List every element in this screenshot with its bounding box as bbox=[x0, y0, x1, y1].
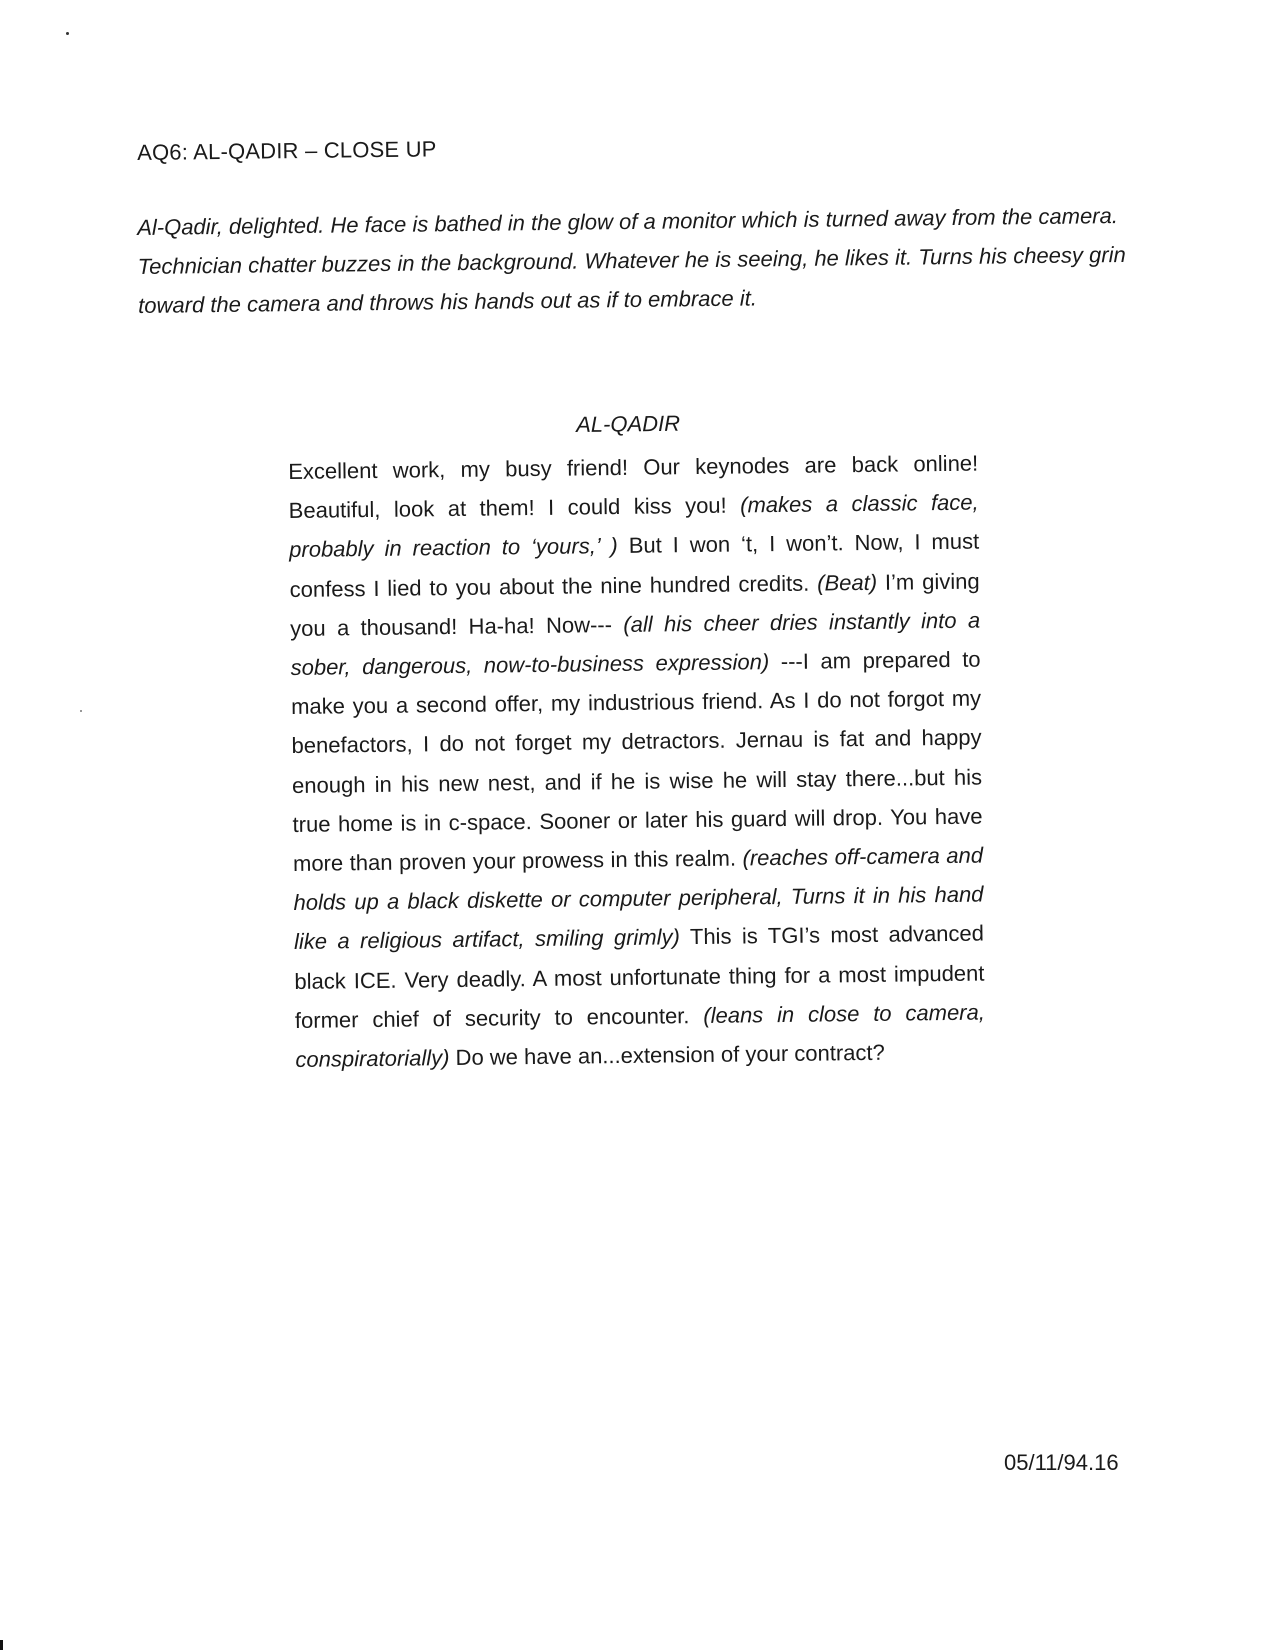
parenthetical: (Beat) bbox=[817, 569, 878, 596]
dialogue-block bbox=[288, 444, 986, 1080]
parenthetical: (makes a classic face, probably in reaction to ‘yours,’ ) bbox=[289, 489, 979, 563]
scan-speck bbox=[66, 32, 69, 35]
dialogue-line: Do we have an...extension of your contract? bbox=[449, 1039, 885, 1071]
scan-speck bbox=[80, 710, 82, 712]
action-description: Al-Qadir, delighted. He face is bathed in the glow of a monitor which is turned away from the camera. Technician chatter buzzes in the background. Whatever he is seeing, he likes it. Turns his cheesy grin toward the camera and throws his hands out as if to embrace it. bbox=[137, 203, 1126, 318]
parenthetical: (leans in close to camera, conspiratorially) bbox=[295, 999, 986, 1073]
parenthetical: (all his cheer dries instantly into a sober, dangerous, now-to-business expression) bbox=[290, 607, 981, 680]
dialogue-line: But I won ‘t, I won’t. Now, I must confess I lied to you about the nine hundred credits. bbox=[289, 528, 980, 602]
dialogue-line: Excellent work, my busy friend! Our keynodes are back online! Beautiful, look at them! I could kiss you! bbox=[288, 450, 979, 524]
character-name: AL-QADIR bbox=[576, 410, 681, 437]
revision-code: 05/11/94.16 bbox=[1004, 1450, 1119, 1475]
dialogue-line: I’m giving you a thousand! Ha-ha! Now--- bbox=[290, 568, 980, 641]
scene-heading: AQ6: AL-QADIR – CLOSE UP bbox=[137, 136, 437, 165]
dialogue-line: This is TGI’s most advanced black ICE. Very deadly. A most unfortunate thing for a most impudent former chief of security to encounter. bbox=[294, 920, 985, 1033]
dialogue-line: ---I am prepared to make you a second offer, my industrious friend. As I do not forgot my benefactors, I do not forget my detractors. Jernau is fat and happy enough in his new nest, and if he is wise he will stay there...but his true home is in c-space. Sooner or later his guard will drop. You have more than proven your prowess in this realm. bbox=[290, 646, 983, 876]
parenthetical: (reaches off-camera and holds up a black diskette or computer peripheral, Turns it in his hand like a religious artifact, smiling grimly) bbox=[293, 842, 984, 955]
scan-edge-mark bbox=[0, 1640, 3, 1650]
